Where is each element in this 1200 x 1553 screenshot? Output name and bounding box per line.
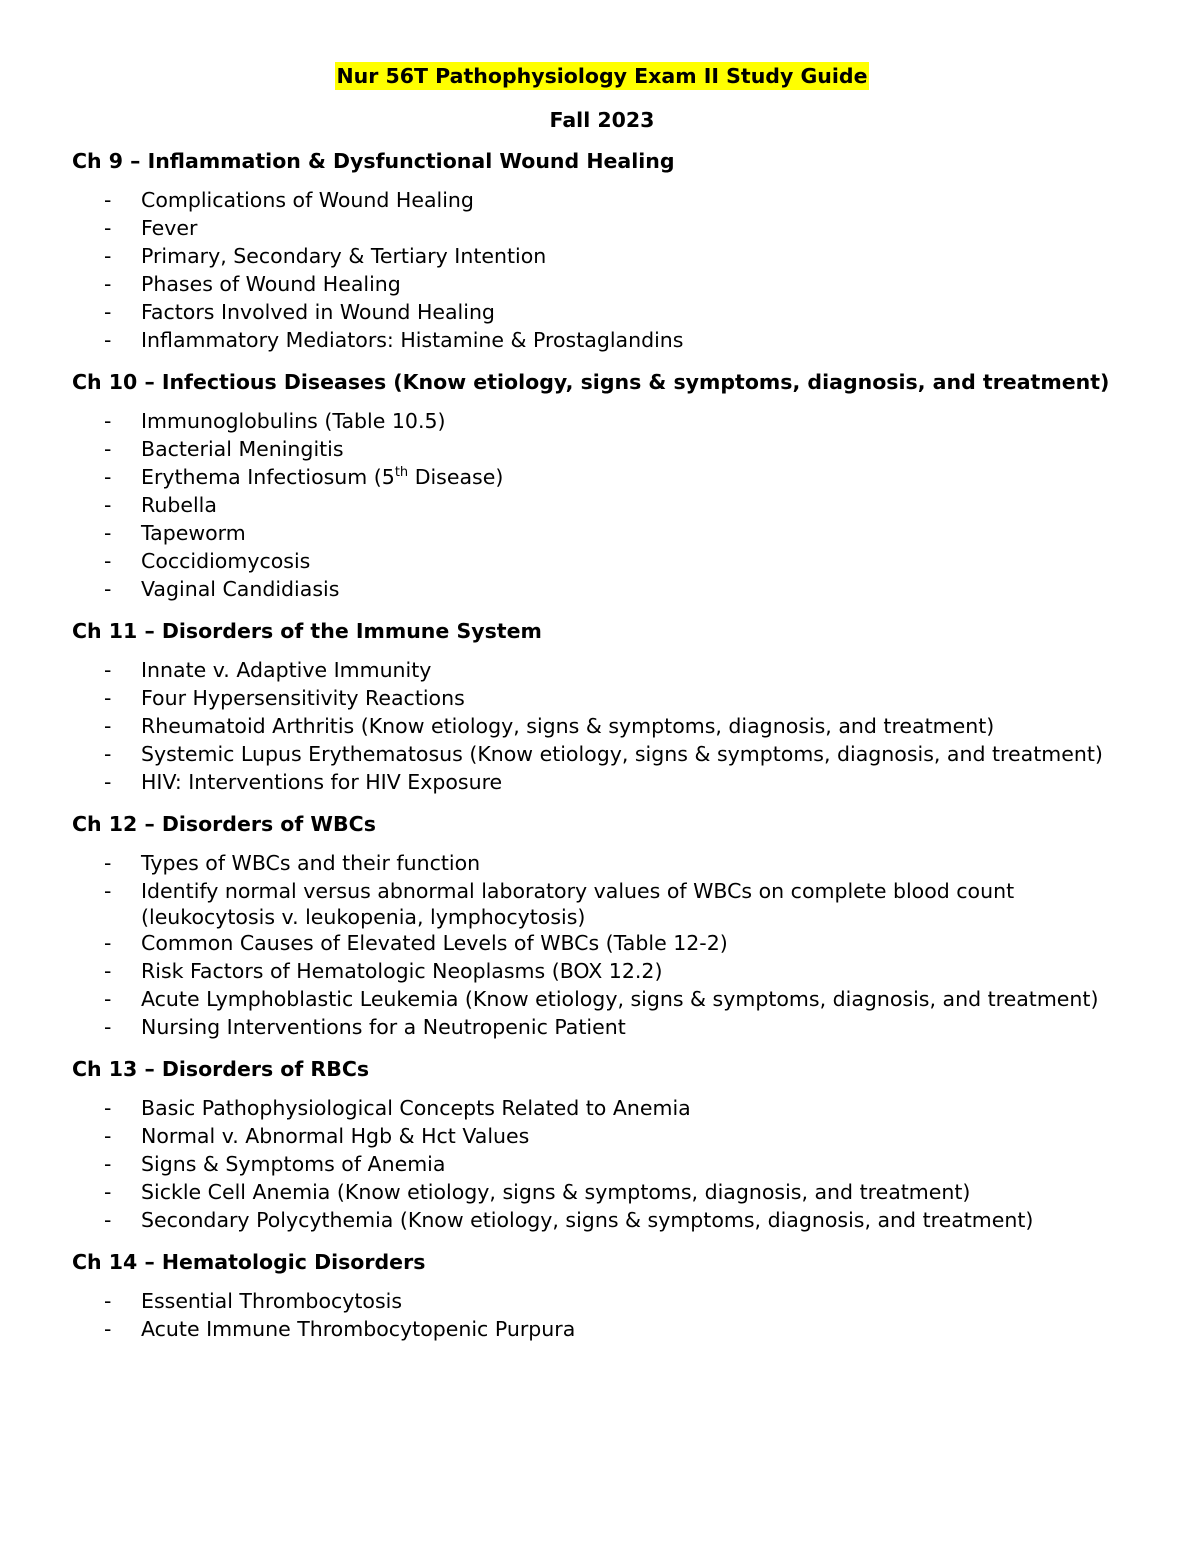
bullet-dash: - — [104, 577, 112, 601]
bullet-dash: - — [104, 686, 112, 710]
bullet-dash: - — [104, 879, 112, 903]
list-item-text: Acute Immune Thrombocytopenic Purpura — [141, 1317, 576, 1341]
list-item — [72, 1288, 1132, 1316]
list-item — [72, 1207, 1132, 1235]
chapter-section — [72, 148, 1132, 355]
bullet-dash: - — [104, 1152, 112, 1176]
list-item-text: Risk Factors of Hematologic Neoplasms (BOX 12.2) — [141, 959, 663, 983]
list-item-text: Primary, Secondary & Tertiary Intention — [141, 244, 547, 268]
document-title: Nur 56T Pathophysiology Exam II Study Guide — [336, 64, 868, 88]
bullet-dash: - — [104, 493, 112, 517]
list-item-text: Identify normal versus abnormal laboratory values of WBCs on complete blood count (leukocytosis v. leukopenia, lymphocytosis) — [141, 879, 1015, 929]
list-item-text: Coccidiomycosis — [141, 549, 311, 573]
bullet-dash: - — [104, 714, 112, 738]
list-item — [72, 520, 1132, 548]
list-item — [72, 986, 1132, 1014]
bullet-dash: - — [104, 549, 112, 573]
list-item — [72, 1316, 1132, 1344]
list-item — [72, 930, 1132, 958]
topic-list — [72, 850, 1132, 1042]
list-item-text: Immunoglobulins (Table 10.5) — [141, 409, 446, 433]
list-item — [72, 685, 1132, 713]
list-item-text: Factors Involved in Wound Healing — [141, 300, 495, 324]
list-item-text: Rubella — [141, 493, 217, 517]
list-item — [72, 1095, 1132, 1123]
chapter-heading: Ch 9 – Inflammation & Dysfunctional Wound Healing — [72, 149, 675, 173]
list-item — [72, 271, 1132, 299]
list-item — [72, 769, 1132, 797]
list-item-text: HIV: Interventions for HIV Exposure — [141, 770, 503, 794]
list-item-text: Sickle Cell Anemia (Know etiology, signs & symptoms, diagnosis, and treatment) — [141, 1180, 971, 1204]
list-item-text-part: Erythema Infectiosum (5 — [141, 465, 395, 489]
list-item-text: Complications of Wound Healing — [141, 188, 474, 212]
list-item — [72, 741, 1132, 769]
list-item — [72, 576, 1132, 604]
list-item — [72, 408, 1132, 436]
bullet-dash: - — [104, 1208, 112, 1232]
list-item-text: Vaginal Candidiasis — [141, 577, 340, 601]
chapter-section — [72, 618, 1132, 797]
chapter-list — [72, 148, 1132, 1344]
list-item-text: Secondary Polycythemia (Know etiology, signs & symptoms, diagnosis, and treatment) — [141, 1208, 1034, 1232]
list-item — [72, 1123, 1132, 1151]
topic-list — [72, 187, 1132, 355]
bullet-dash: - — [104, 742, 112, 766]
list-item — [72, 327, 1132, 355]
list-item-text: Normal v. Abnormal Hgb & Hct Values — [141, 1124, 530, 1148]
list-item — [72, 299, 1132, 327]
list-item-text: Phases of Wound Healing — [141, 272, 401, 296]
bullet-dash: - — [104, 1180, 112, 1204]
list-item — [72, 436, 1132, 464]
bullet-dash: - — [104, 300, 112, 324]
list-item-text: Four Hypersensitivity Reactions — [141, 686, 465, 710]
document-subtitle: Fall 2023 — [549, 108, 655, 132]
bullet-dash: - — [104, 244, 112, 268]
list-item — [72, 878, 1132, 930]
topic-list — [72, 1288, 1132, 1344]
bullet-dash: - — [104, 272, 112, 296]
bullet-dash: - — [104, 1124, 112, 1148]
bullet-dash: - — [104, 1015, 112, 1039]
list-item — [72, 548, 1132, 576]
list-item — [72, 1014, 1132, 1042]
bullet-dash: - — [104, 216, 112, 240]
bullet-dash: - — [104, 188, 112, 212]
ordinal-superscript: th — [394, 465, 409, 481]
list-item — [72, 464, 1132, 492]
list-item — [72, 657, 1132, 685]
list-item-text: Signs & Symptoms of Anemia — [141, 1152, 446, 1176]
chapter-section — [72, 369, 1132, 604]
topic-list — [72, 408, 1132, 604]
topic-list — [72, 1095, 1132, 1235]
chapter-heading: Ch 11 – Disorders of the Immune System — [72, 619, 542, 643]
title-container — [72, 62, 1132, 102]
list-item-text: Basic Pathophysiological Concepts Related to Anemia — [141, 1096, 691, 1120]
list-item-text: Systemic Lupus Erythematosus (Know etiology, signs & symptoms, diagnosis, and treatment) — [141, 742, 1103, 766]
list-item — [72, 492, 1132, 520]
bullet-dash: - — [104, 1317, 112, 1341]
list-item — [72, 1179, 1132, 1207]
bullet-dash: - — [104, 1096, 112, 1120]
topic-list — [72, 657, 1132, 797]
list-item-text: Nursing Interventions for a Neutropenic Patient — [141, 1015, 626, 1039]
bullet-dash: - — [104, 409, 112, 433]
chapter-heading: Ch 14 – Hematologic Disorders — [72, 1250, 426, 1274]
list-item-text: Inflammatory Mediators: Histamine & Prostaglandins — [141, 328, 684, 352]
list-item-text: Types of WBCs and their function — [141, 851, 481, 875]
bullet-dash: - — [104, 328, 112, 352]
list-item — [72, 187, 1132, 215]
chapter-heading: Ch 13 – Disorders of RBCs — [72, 1057, 370, 1081]
chapter-heading: Ch 10 – Infectious Diseases (Know etiology, signs & symptoms, diagnosis, and treatment) — [72, 370, 1110, 394]
list-item-text: Innate v. Adaptive Immunity — [141, 658, 432, 682]
list-item — [72, 713, 1132, 741]
bullet-dash: - — [104, 437, 112, 461]
list-item-text — [141, 464, 1132, 490]
chapter-section — [72, 1249, 1132, 1344]
chapter-heading: Ch 12 – Disorders of WBCs — [72, 812, 376, 836]
chapter-section — [72, 1056, 1132, 1235]
list-item — [72, 958, 1132, 986]
list-item — [72, 1151, 1132, 1179]
list-item-text: Bacterial Meningitis — [141, 437, 344, 461]
bullet-dash: - — [104, 658, 112, 682]
list-item-text: Acute Lymphoblastic Leukemia (Know etiology, signs & symptoms, diagnosis, and treatment) — [141, 987, 1099, 1011]
list-item — [72, 215, 1132, 243]
bullet-dash: - — [104, 931, 112, 955]
bullet-dash: - — [104, 851, 112, 875]
bullet-dash: - — [104, 521, 112, 545]
bullet-dash: - — [104, 987, 112, 1011]
list-item-text: Tapeworm — [141, 521, 246, 545]
bullet-dash: - — [104, 1289, 112, 1313]
list-item-text: Essential Thrombocytosis — [141, 1289, 403, 1313]
bullet-dash: - — [104, 770, 112, 794]
document-page — [72, 62, 1132, 1358]
list-item-text: Rheumatoid Arthritis (Know etiology, signs & symptoms, diagnosis, and treatment) — [141, 714, 995, 738]
list-item-text: Fever — [141, 216, 198, 240]
list-item — [72, 243, 1132, 271]
list-item-text-part: Disease) — [408, 465, 504, 489]
bullet-dash: - — [104, 959, 112, 983]
list-item — [72, 850, 1132, 878]
chapter-section — [72, 811, 1132, 1042]
bullet-dash: - — [104, 465, 112, 489]
list-item-text: Common Causes of Elevated Levels of WBCs (Table 12-2) — [141, 931, 728, 955]
